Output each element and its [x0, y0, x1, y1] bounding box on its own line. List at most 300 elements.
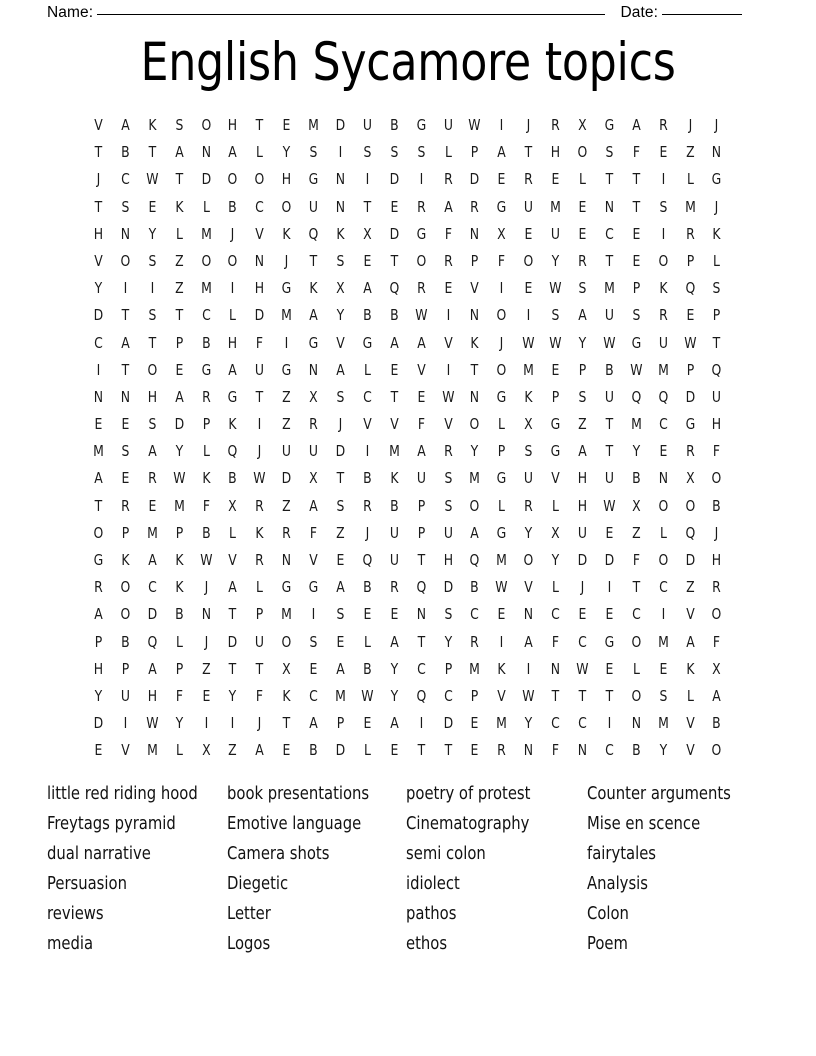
grid-cell[interactable]: T: [94, 143, 103, 162]
grid-cell[interactable]: Z: [228, 741, 238, 760]
grid-cell[interactable]: A: [578, 306, 587, 325]
grid-cell[interactable]: N: [470, 306, 480, 325]
grid-cell[interactable]: B: [631, 741, 641, 760]
grid-cell[interactable]: G: [228, 387, 238, 406]
grid-cell[interactable]: T: [94, 496, 103, 515]
grid-cell[interactable]: X: [309, 469, 318, 488]
grid-cell[interactable]: M: [335, 686, 346, 705]
grid-cell[interactable]: X: [309, 387, 318, 406]
grid-cell[interactable]: B: [712, 714, 722, 733]
grid-cell[interactable]: X: [228, 496, 238, 515]
grid-cell[interactable]: E: [605, 523, 614, 542]
grid-cell[interactable]: G: [93, 551, 104, 569]
grid-cell[interactable]: X: [524, 415, 533, 434]
grid-cell[interactable]: E: [470, 714, 479, 733]
grid-cell[interactable]: Z: [201, 659, 211, 678]
grid-cell[interactable]: Z: [174, 251, 184, 270]
grid-cell[interactable]: H: [228, 116, 238, 134]
grid-cell[interactable]: Q: [389, 279, 400, 298]
grid-cell[interactable]: B: [389, 116, 399, 134]
grid-cell[interactable]: L: [202, 197, 210, 216]
grid-cell[interactable]: O: [228, 170, 238, 189]
grid-cell[interactable]: C: [363, 387, 372, 406]
grid-cell[interactable]: T: [175, 306, 183, 325]
grid-cell[interactable]: Q: [470, 551, 480, 569]
grid-cell[interactable]: F: [713, 632, 721, 651]
grid-cell[interactable]: E: [686, 306, 694, 325]
word-list-item[interactable]: media: [47, 934, 94, 954]
grid-cell[interactable]: V: [228, 551, 238, 569]
grid-cell[interactable]: H: [255, 279, 265, 298]
grid-cell[interactable]: L: [175, 632, 183, 651]
grid-cell[interactable]: C: [416, 659, 426, 678]
grid-cell[interactable]: E: [659, 659, 668, 678]
grid-cell[interactable]: M: [603, 279, 615, 298]
grid-cell[interactable]: K: [282, 686, 291, 705]
grid-cell[interactable]: N: [658, 469, 668, 488]
grid-cell[interactable]: I: [231, 279, 235, 298]
grid-cell[interactable]: F: [202, 496, 210, 515]
grid-cell[interactable]: J: [715, 116, 719, 134]
grid-cell[interactable]: U: [282, 442, 292, 461]
grid-cell[interactable]: C: [470, 605, 480, 624]
grid-cell[interactable]: E: [309, 659, 318, 678]
grid-cell[interactable]: S: [551, 306, 560, 325]
grid-cell[interactable]: P: [632, 279, 641, 298]
word-list-item[interactable]: Persuasion: [47, 874, 127, 894]
grid-cell[interactable]: J: [365, 523, 370, 542]
grid-cell[interactable]: I: [365, 442, 370, 461]
grid-cell[interactable]: F: [444, 224, 452, 243]
grid-cell[interactable]: I: [419, 714, 423, 733]
grid-cell[interactable]: J: [204, 578, 208, 597]
grid-cell[interactable]: X: [282, 659, 291, 678]
grid-cell[interactable]: M: [657, 632, 669, 651]
grid-cell[interactable]: X: [712, 659, 722, 678]
grid-cell[interactable]: W: [199, 551, 213, 569]
grid-cell[interactable]: N: [416, 605, 426, 624]
grid-cell[interactable]: G: [496, 523, 507, 542]
grid-cell[interactable]: K: [524, 387, 533, 406]
grid-cell[interactable]: R: [524, 496, 534, 515]
grid-cell[interactable]: A: [121, 333, 130, 352]
grid-cell[interactable]: A: [632, 116, 641, 134]
grid-cell[interactable]: E: [282, 741, 291, 760]
grid-cell[interactable]: R: [255, 496, 265, 515]
grid-cell[interactable]: I: [661, 224, 665, 243]
grid-cell[interactable]: S: [444, 605, 452, 624]
grid-cell[interactable]: A: [416, 442, 426, 461]
grid-cell[interactable]: B: [121, 632, 130, 651]
grid-cell[interactable]: K: [390, 469, 399, 488]
grid-cell[interactable]: R: [658, 306, 668, 325]
grid-cell[interactable]: K: [282, 224, 291, 243]
grid-cell[interactable]: A: [309, 714, 318, 733]
word-list-item[interactable]: ethos: [406, 934, 448, 954]
grid-cell[interactable]: L: [579, 170, 586, 189]
grid-cell[interactable]: E: [578, 605, 587, 624]
grid-cell[interactable]: N: [631, 714, 641, 733]
grid-cell[interactable]: L: [713, 251, 721, 270]
grid-cell[interactable]: Y: [282, 143, 291, 162]
grid-cell[interactable]: Q: [416, 686, 427, 705]
word-list-item[interactable]: little red riding hood: [47, 784, 198, 804]
grid-cell[interactable]: M: [146, 741, 158, 760]
grid-cell[interactable]: G: [362, 333, 373, 352]
grid-cell[interactable]: S: [578, 387, 587, 406]
grid-cell[interactable]: M: [281, 306, 293, 325]
grid-cell[interactable]: A: [389, 333, 399, 352]
grid-cell[interactable]: Y: [229, 686, 237, 705]
grid-cell[interactable]: N: [577, 741, 588, 760]
grid-cell[interactable]: M: [281, 605, 293, 624]
grid-cell[interactable]: R: [443, 442, 453, 461]
grid-cell[interactable]: E: [202, 686, 210, 705]
grid-cell[interactable]: W: [146, 170, 159, 189]
grid-cell[interactable]: T: [524, 143, 533, 162]
grid-cell[interactable]: G: [550, 442, 561, 461]
grid-cell[interactable]: L: [659, 523, 667, 542]
grid-cell[interactable]: O: [685, 496, 695, 515]
grid-cell[interactable]: K: [121, 551, 130, 569]
grid-cell[interactable]: H: [147, 387, 157, 406]
grid-cell[interactable]: N: [524, 605, 534, 624]
grid-cell[interactable]: H: [282, 170, 292, 189]
grid-cell[interactable]: P: [175, 333, 183, 352]
grid-cell[interactable]: I: [96, 360, 101, 379]
grid-cell[interactable]: J: [688, 116, 692, 134]
grid-cell[interactable]: P: [175, 523, 183, 542]
grid-cell[interactable]: I: [499, 116, 504, 134]
grid-cell[interactable]: T: [282, 714, 291, 733]
grid-cell[interactable]: A: [578, 442, 587, 461]
grid-cell[interactable]: B: [389, 496, 399, 515]
grid-cell[interactable]: I: [338, 143, 343, 162]
grid-cell[interactable]: I: [231, 714, 235, 733]
grid-cell[interactable]: B: [363, 578, 372, 597]
grid-cell[interactable]: U: [443, 116, 453, 134]
grid-cell[interactable]: Z: [685, 143, 695, 162]
grid-cell[interactable]: M: [93, 442, 104, 461]
grid-cell[interactable]: P: [121, 659, 130, 678]
grid-cell[interactable]: S: [309, 632, 318, 651]
grid-cell[interactable]: M: [200, 224, 212, 243]
grid-cell[interactable]: K: [175, 551, 184, 569]
grid-cell[interactable]: A: [524, 632, 533, 651]
grid-cell[interactable]: E: [94, 741, 103, 760]
grid-cell[interactable]: B: [363, 306, 372, 325]
grid-cell[interactable]: C: [605, 224, 614, 243]
grid-cell[interactable]: M: [146, 523, 158, 542]
grid-cell[interactable]: B: [201, 523, 211, 542]
grid-cell[interactable]: T: [121, 360, 130, 379]
grid-cell[interactable]: M: [496, 551, 508, 569]
grid-cell[interactable]: N: [524, 741, 534, 760]
grid-cell[interactable]: T: [417, 551, 425, 569]
grid-cell[interactable]: U: [362, 116, 372, 134]
grid-cell[interactable]: T: [255, 659, 264, 678]
grid-cell[interactable]: U: [712, 387, 722, 406]
grid-cell[interactable]: D: [685, 551, 695, 569]
grid-cell[interactable]: N: [120, 224, 130, 243]
grid-cell[interactable]: Y: [175, 714, 183, 733]
grid-cell[interactable]: O: [93, 523, 104, 542]
grid-cell[interactable]: R: [658, 116, 668, 134]
grid-cell[interactable]: D: [335, 116, 346, 134]
grid-cell[interactable]: G: [308, 578, 319, 597]
grid-cell[interactable]: A: [685, 632, 695, 651]
grid-cell[interactable]: D: [685, 387, 695, 406]
word-list-item[interactable]: Logos: [227, 934, 271, 954]
grid-cell[interactable]: G: [201, 360, 211, 379]
grid-cell[interactable]: A: [309, 496, 318, 515]
grid-cell[interactable]: M: [469, 469, 481, 488]
grid-cell[interactable]: G: [631, 333, 642, 352]
grid-cell[interactable]: U: [604, 306, 614, 325]
grid-cell[interactable]: O: [201, 116, 211, 134]
grid-cell[interactable]: U: [604, 469, 614, 488]
grid-cell[interactable]: K: [201, 469, 211, 488]
grid-cell[interactable]: R: [389, 578, 399, 597]
grid-cell[interactable]: G: [281, 279, 292, 298]
grid-cell[interactable]: T: [471, 360, 479, 379]
grid-cell[interactable]: E: [121, 415, 130, 434]
grid-cell[interactable]: P: [686, 251, 694, 270]
grid-cell[interactable]: E: [551, 170, 560, 189]
grid-cell[interactable]: D: [93, 714, 104, 733]
grid-cell[interactable]: U: [577, 523, 588, 542]
grid-cell[interactable]: E: [470, 741, 479, 760]
grid-cell[interactable]: G: [496, 387, 507, 406]
grid-cell[interactable]: S: [444, 469, 452, 488]
grid-cell[interactable]: P: [336, 714, 345, 733]
grid-cell[interactable]: A: [416, 333, 426, 352]
grid-cell[interactable]: S: [578, 279, 587, 298]
grid-cell[interactable]: S: [148, 251, 157, 270]
grid-cell[interactable]: O: [712, 469, 722, 488]
grid-cell[interactable]: Y: [578, 333, 587, 352]
grid-cell[interactable]: O: [120, 251, 131, 270]
word-list-item[interactable]: dual narrative: [47, 844, 151, 864]
grid-cell[interactable]: Y: [148, 224, 157, 243]
grid-cell[interactable]: H: [577, 469, 588, 488]
grid-cell[interactable]: S: [121, 442, 130, 461]
grid-cell[interactable]: O: [658, 496, 669, 515]
grid-cell[interactable]: H: [93, 224, 104, 243]
grid-cell[interactable]: V: [497, 686, 507, 705]
grid-cell[interactable]: E: [336, 551, 345, 569]
grid-cell[interactable]: C: [578, 714, 587, 733]
grid-cell[interactable]: F: [498, 251, 506, 270]
grid-cell[interactable]: Y: [551, 251, 560, 270]
grid-cell[interactable]: R: [578, 251, 587, 270]
grid-cell[interactable]: A: [147, 659, 157, 678]
grid-cell[interactable]: C: [443, 686, 453, 705]
grid-cell[interactable]: K: [712, 224, 722, 243]
grid-cell[interactable]: N: [93, 387, 104, 406]
grid-cell[interactable]: H: [577, 496, 588, 515]
grid-cell[interactable]: E: [390, 197, 399, 216]
word-list-item[interactable]: Camera shots: [227, 844, 330, 864]
grid-cell[interactable]: O: [631, 632, 642, 651]
grid-cell[interactable]: T: [336, 469, 345, 488]
grid-cell[interactable]: V: [685, 741, 695, 760]
grid-cell[interactable]: G: [308, 170, 319, 189]
grid-cell[interactable]: O: [523, 551, 534, 569]
grid-cell[interactable]: M: [684, 197, 696, 216]
grid-cell[interactable]: A: [94, 469, 103, 488]
grid-cell[interactable]: V: [363, 415, 372, 434]
grid-cell[interactable]: I: [661, 170, 665, 189]
grid-cell[interactable]: C: [94, 333, 103, 352]
grid-cell[interactable]: F: [309, 523, 318, 542]
grid-cell[interactable]: Z: [578, 415, 587, 434]
grid-cell[interactable]: P: [417, 523, 425, 542]
grid-cell[interactable]: S: [148, 415, 157, 434]
grid-cell[interactable]: T: [551, 686, 560, 705]
grid-cell[interactable]: W: [522, 686, 535, 705]
grid-cell[interactable]: K: [175, 197, 184, 216]
grid-cell[interactable]: F: [552, 741, 560, 760]
grid-cell[interactable]: P: [498, 442, 506, 461]
grid-cell[interactable]: E: [605, 605, 614, 624]
grid-cell[interactable]: F: [175, 686, 183, 705]
grid-cell[interactable]: P: [551, 387, 560, 406]
grid-cell[interactable]: E: [659, 442, 668, 461]
grid-cell[interactable]: C: [255, 197, 265, 216]
grid-cell[interactable]: Y: [94, 686, 103, 705]
grid-cell[interactable]: Z: [631, 523, 641, 542]
grid-cell[interactable]: V: [336, 333, 345, 352]
grid-cell[interactable]: U: [524, 197, 534, 216]
grid-cell[interactable]: R: [685, 442, 695, 461]
grid-cell[interactable]: L: [363, 632, 371, 651]
grid-cell[interactable]: T: [578, 686, 587, 705]
grid-cell[interactable]: T: [605, 170, 614, 189]
grid-cell[interactable]: Y: [94, 279, 103, 298]
grid-cell[interactable]: J: [715, 523, 719, 542]
grid-cell[interactable]: O: [470, 496, 480, 515]
grid-cell[interactable]: B: [201, 333, 211, 352]
grid-cell[interactable]: M: [550, 197, 561, 216]
grid-cell[interactable]: G: [712, 170, 722, 189]
grid-cell[interactable]: N: [201, 143, 211, 162]
grid-cell[interactable]: T: [605, 686, 614, 705]
grid-cell[interactable]: K: [336, 224, 345, 243]
grid-cell[interactable]: B: [631, 469, 641, 488]
grid-cell[interactable]: J: [231, 224, 235, 243]
grid-cell[interactable]: V: [94, 251, 103, 270]
grid-cell[interactable]: M: [657, 714, 669, 733]
grid-cell[interactable]: H: [550, 143, 561, 162]
grid-cell[interactable]: O: [712, 741, 722, 760]
grid-cell[interactable]: E: [578, 224, 587, 243]
grid-cell[interactable]: K: [148, 116, 157, 134]
grid-cell[interactable]: J: [338, 415, 343, 434]
grid-cell[interactable]: E: [121, 469, 130, 488]
grid-cell[interactable]: U: [120, 686, 130, 705]
grid-cell[interactable]: R: [363, 496, 372, 515]
grid-cell[interactable]: Y: [336, 306, 345, 325]
grid-cell[interactable]: T: [363, 197, 372, 216]
grid-cell[interactable]: J: [715, 197, 719, 216]
grid-cell[interactable]: B: [363, 469, 372, 488]
grid-cell[interactable]: L: [552, 496, 560, 515]
grid-cell[interactable]: E: [551, 360, 560, 379]
grid-cell[interactable]: B: [470, 578, 480, 597]
grid-cell[interactable]: E: [605, 659, 614, 678]
word-list-item[interactable]: Colon: [587, 904, 629, 924]
grid-cell[interactable]: Q: [228, 442, 238, 461]
grid-cell[interactable]: S: [175, 116, 184, 134]
grid-cell[interactable]: D: [281, 469, 292, 488]
grid-cell[interactable]: H: [228, 333, 238, 352]
grid-cell[interactable]: L: [256, 578, 264, 597]
grid-cell[interactable]: R: [524, 170, 534, 189]
word-list-item[interactable]: idiolect: [406, 874, 460, 894]
grid-cell[interactable]: T: [417, 632, 425, 651]
word-list-item[interactable]: Cinematography: [406, 814, 530, 834]
grid-cell[interactable]: E: [578, 197, 587, 216]
grid-cell[interactable]: O: [496, 360, 507, 379]
word-list-item[interactable]: Emotive language: [227, 814, 362, 834]
word-list-item[interactable]: Poem: [587, 934, 628, 954]
grid-cell[interactable]: S: [363, 143, 372, 162]
grid-cell[interactable]: V: [309, 551, 318, 569]
grid-cell[interactable]: O: [147, 360, 158, 379]
grid-cell[interactable]: N: [255, 251, 265, 270]
word-list-item[interactable]: Counter arguments: [587, 784, 731, 804]
grid-cell[interactable]: E: [632, 251, 641, 270]
grid-cell[interactable]: N: [120, 387, 130, 406]
grid-cell[interactable]: F: [713, 442, 721, 461]
grid-cell[interactable]: O: [201, 251, 211, 270]
grid-cell[interactable]: P: [471, 143, 479, 162]
grid-cell[interactable]: J: [257, 714, 262, 733]
grid-cell[interactable]: R: [94, 578, 103, 597]
grid-cell[interactable]: R: [121, 496, 130, 515]
grid-cell[interactable]: N: [335, 197, 346, 216]
grid-cell[interactable]: U: [524, 469, 534, 488]
grid-cell[interactable]: D: [604, 551, 615, 569]
grid-cell[interactable]: I: [284, 333, 289, 352]
grid-cell[interactable]: R: [685, 224, 695, 243]
grid-cell[interactable]: Q: [685, 523, 695, 542]
grid-cell[interactable]: E: [444, 279, 452, 298]
grid-cell[interactable]: D: [147, 605, 158, 624]
grid-cell[interactable]: R: [147, 469, 157, 488]
grid-cell[interactable]: D: [470, 170, 480, 189]
grid-cell[interactable]: J: [499, 333, 504, 352]
grid-cell[interactable]: J: [284, 251, 289, 270]
grid-cell[interactable]: H: [93, 659, 104, 678]
grid-cell[interactable]: S: [712, 279, 721, 298]
grid-cell[interactable]: F: [552, 632, 560, 651]
grid-cell[interactable]: X: [685, 469, 695, 488]
grid-cell[interactable]: I: [661, 605, 665, 624]
word-list-item[interactable]: poetry of protest: [406, 784, 531, 804]
grid-cell[interactable]: I: [123, 714, 128, 733]
grid-cell[interactable]: U: [255, 360, 265, 379]
grid-cell[interactable]: M: [308, 116, 319, 134]
grid-cell[interactable]: G: [496, 197, 507, 216]
name-write-in-line[interactable]: [97, 14, 605, 15]
grid-cell[interactable]: E: [417, 387, 426, 406]
grid-cell[interactable]: P: [175, 659, 183, 678]
grid-cell[interactable]: Q: [631, 387, 642, 406]
grid-cell[interactable]: A: [228, 578, 238, 597]
grid-cell[interactable]: S: [659, 686, 668, 705]
